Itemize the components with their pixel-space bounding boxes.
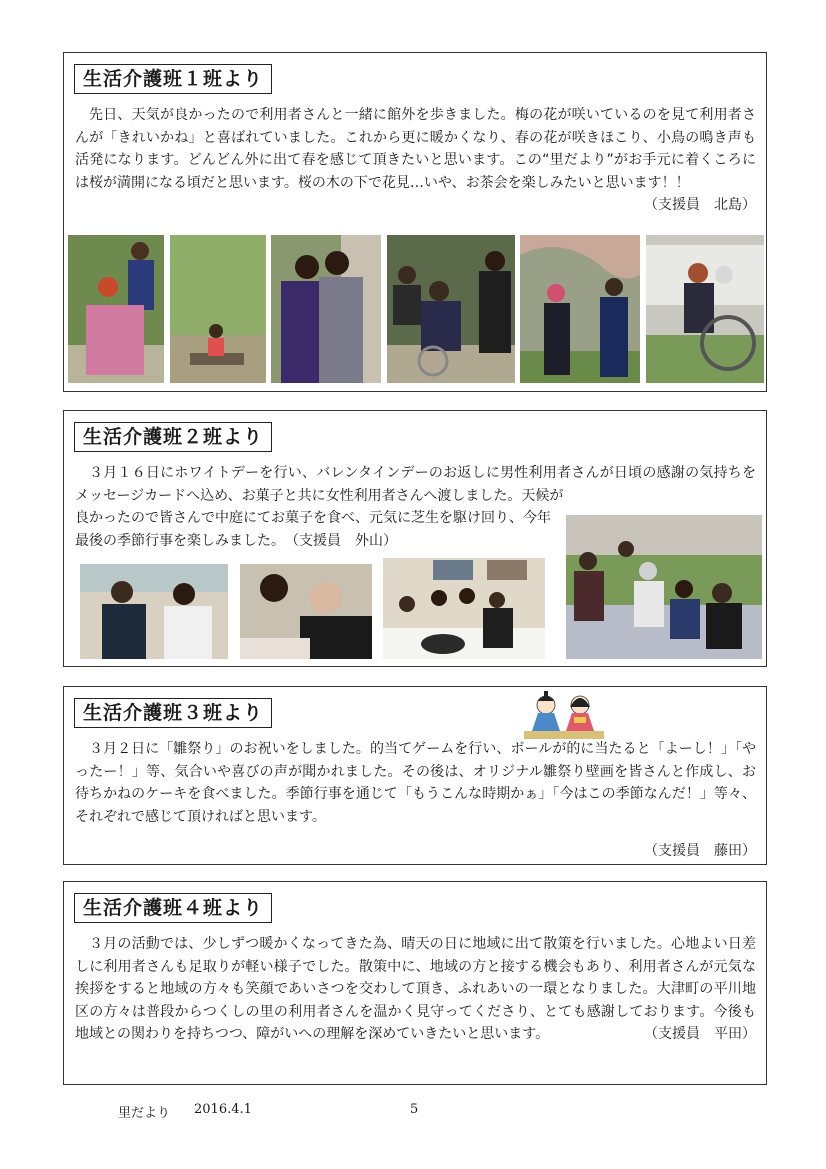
section-4-body: ３月の活動では、少しずつ暖かくなってきた為、晴天の日に地域に出て散策を行いました。心地よい日差しに利用者さんも足取りが軽い様子でした。散策中に、地域の方と接する機会もあり、利用者さんが元気な挨拶をすると地域の方々も笑顔であいさつを交わして頂き、ふれあいの一環となりました。大津町の平川地区の方々は普段からつくしの里の利用者さんを温かく見守ってくださり、とても感謝しております。今後も地域との関わりを持ちつつ、障がいへの理解を深めていきたいと思います。 [75,936,756,1042]
section-4-text [75,933,756,1046]
section-1-body: 先日、天気が良かったので利用者さんと一緒に館外を歩きました。梅の花が咲いているのを見て利用者さんが「きれいかね」と喜ばれていました。これから更に暖かくなり、春の花が咲きほこり、小鳥の鳴き声も活発になります。どんどん外に出て春を感じて頂きたいと思います。この“里だより”がお手元に着くころには桜が満開になる頃だと思います。桜の木の下で花見…いや、お茶会を楽しみたいと思います！！ [75,107,756,191]
section-2-heading: 生活介護班２班より [74,422,272,452]
section-4-heading: 生活介護班４班より [74,893,272,923]
section-2-body-1: ３月１６日にホワイトデーを行い、バレンタインデーのお返しに男性利用者さんが日頃の感謝の気持ちをメッセージカードへ込め、お菓子と共に女性利用者さんへ渡しました。天候が [75,465,756,504]
section-3-signature: （支援員 藤田） [644,843,756,859]
photo-whiteday-4 [566,515,762,659]
section-1-heading: 生活介護班１班より [74,64,272,94]
section-1 [63,52,767,392]
section-2-body-2: 良かったので皆さんで中庭にてお菓子を食べ、元気に芝生を駆け回り、今年最後の季節行事を楽しみました。 [75,510,551,549]
section-1-text [75,104,756,217]
section-2-text-narrow [75,507,558,552]
section-4 [63,881,767,1085]
section-3-heading: 生活介護班３班より [74,698,272,728]
photo-walk-6 [646,235,764,383]
section-3-text [75,738,756,828]
photo-walk-2 [170,235,266,383]
photo-whiteday-3 [383,558,545,659]
footer-page-number: 5 [410,1102,419,1117]
footer-date: 2016.4.1 [194,1102,252,1117]
photo-walk-4 [387,235,515,383]
section-4-signature: （支援員 平田） [644,1026,756,1042]
footer-newsletter: 里だより [118,1106,171,1121]
photo-whiteday-1 [80,564,228,659]
section-3-body: ３月２日に「雛祭り」のお祝いをしました。的当てゲームを行い、ボールが的に当たると「よーし！」「やったー！」等、気合いや喜びの声が聞かれました。その後は、オリジナル雛祭り壁画を皆さんと作成し、お待ちかねのケーキを食べました。季節行事を通じて「もうこんな時期かぁ」「今はこの季節なんだ！」等々、それぞれで感じて頂ければと思います。 [75,741,756,825]
section-3 [63,686,767,865]
section-2 [63,410,767,667]
section-2-signature: （支援員 外山） [292,532,397,549]
hina-doll-icon [524,687,604,741]
photo-walk-3 [271,235,381,383]
section-2-text-full [75,462,756,507]
photo-whiteday-2 [240,564,372,659]
photo-walk-1 [68,235,164,383]
photo-walk-5 [520,235,640,383]
section-1-signature: （支援員 北島） [644,197,756,213]
